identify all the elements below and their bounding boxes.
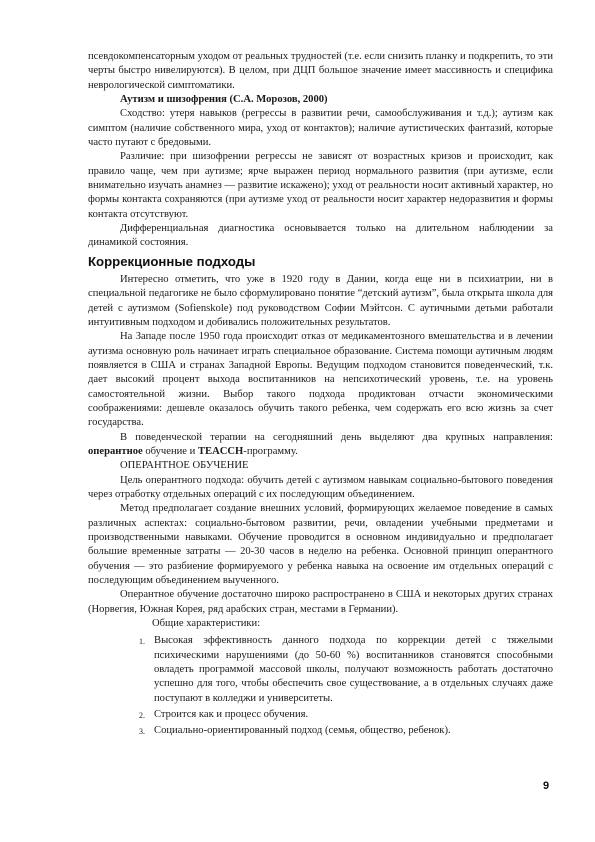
p3-bold-teacch: TEACCH: [197, 445, 244, 457]
operant-paragraph-3: Оперантное обучение достаточно широко распространено в США и некоторых других странах (Норвегия, Южная Корея, ряд арабских стран, местами в Германии).: [88, 589, 553, 615]
correction-paragraph-3: [88, 431, 553, 460]
p3-text-end: -программу.: [243, 445, 298, 457]
document-page: [88, 50, 553, 741]
operant-heading: ОПЕРАНТНОЕ ОБУЧЕНИЕ: [120, 460, 249, 472]
p3-text-start: В поведенческой терапии на сегодняшний день выделяют два крупных направления:: [120, 431, 553, 443]
section-heading-correction: Коррекционные подходы: [88, 253, 256, 269]
list-item-text: Строится как и процесс обучения.: [154, 709, 309, 721]
section-subtitle-autism: Аутизм и шизофрения (С.А. Морозов, 2000): [120, 94, 328, 106]
operant-paragraph-2: Метод предполагает создание внешних условий, формирующих желаемое поведение в самых различных аспектах: социально-бытовом развитии, речи, овладении учебными предметами и производственными навыками. Обучение проводится в основном индивидуально и предполагает большие временные затраты — 20-30 часов в неделю на ребенка. Основной принцип оперантного обучения — это разбиение формируемого у ребенка навыка на освоение им отдельных операций с последующим объединением выученного.: [88, 503, 553, 587]
list-item: [140, 724, 553, 738]
difference-paragraph: Различие: при шизофрении регрессы не зависят от возрастных кризов и происходит, как правило чаще, чем при аутизме; ярче выражен период нормального развития (при аутизме, если внимательно изучать анамнез — развитие искажено); уход от реальности носит активный характер, но формы контакта сохраняются (при аутизме уход от реальности носит характер недоразвития и формы контакта отсутствуют.: [88, 151, 553, 220]
list-item: [140, 708, 553, 722]
list-item-text: Высокая эффективность данного подхода по коррекции детей с тяжелыми психическими нарушениями (до 50-60 %) воспитанников становятся способными овладеть программой массовой школы, получают возможность работать достаточно успешно для того, чтобы обеспечить свое существование, а в отдельных случаях даже поступают в колледжи и университеты.: [154, 635, 553, 704]
p3-bold-operant: оперантное: [88, 445, 143, 457]
operant-paragraph-1: Цель оперантного подхода: обучить детей с аутизмом навыкам социально-бытового поведения через отработку отдельных операций с их последующим объединением.: [88, 474, 553, 500]
correction-paragraph-2: На Западе после 1950 года происходит отказ от медикаментозного вмешательства и в лечении аутизма основную роль начинает играть специальное образование. Система помощи аутичным людям появляется в США и странах Западной Европы. Ведущим подходом становится поведенческий, т.к. дает высокий процент выхода воспитанников на непсихотический уровень, т.е. на уровень самостоятельной жизни. Выбор такого подхода продиктован отчасти экономическими соображениями: дешевле оказалось обучить такого ребенка, чем содержать его всю жизнь за счет государства.: [88, 331, 553, 429]
p3-text-mid: обучение и: [142, 445, 198, 457]
diagnosis-paragraph: Дифференциальная диагностика основывается только на длительном наблюдении за динамикой состояния.: [88, 223, 553, 249]
similarity-paragraph: Сходство: утеря навыков (регрессы в развитии речи, самообслуживания и т.д.); аутизм как симптом (наличие собственного мира, уход от контактов); наличие аутистических фантазий, которые часто путают с бредовыми.: [88, 108, 553, 149]
correction-paragraph-1: Интересно отметить, что уже в 1920 году в Дании, когда еще ни в психиатрии, ни в специальной педагогике не было сформулировано понятие “детский аутизм”, была открыта школа для детей с аутизмом (Sofienskole) под руководством Софии Мэйтсон. С аутичными детьми работали интуитивным подходом и добивались положительных результатов.: [88, 273, 553, 328]
list-item-number: 2.: [139, 711, 145, 721]
page-number: 9: [543, 780, 550, 792]
intro-paragraph: псевдокомпенсаторным уходом от реальных трудностей (т.е. если снизить планку и подкрепить, то эти черты быстро нивелируются). В целом, при ДЦП большое значение имеет массивность и специфика неврологической симптоматики.: [88, 51, 553, 91]
list-item-number: 3.: [139, 727, 145, 737]
general-characteristics-heading: Общие характеристики:: [152, 618, 261, 630]
characteristics-list: [88, 634, 553, 738]
list-item-text: Социально-ориентированный подход (семья, общество, ребенок).: [154, 725, 451, 737]
list-item: [140, 634, 553, 706]
list-item-number: 1.: [139, 637, 145, 647]
